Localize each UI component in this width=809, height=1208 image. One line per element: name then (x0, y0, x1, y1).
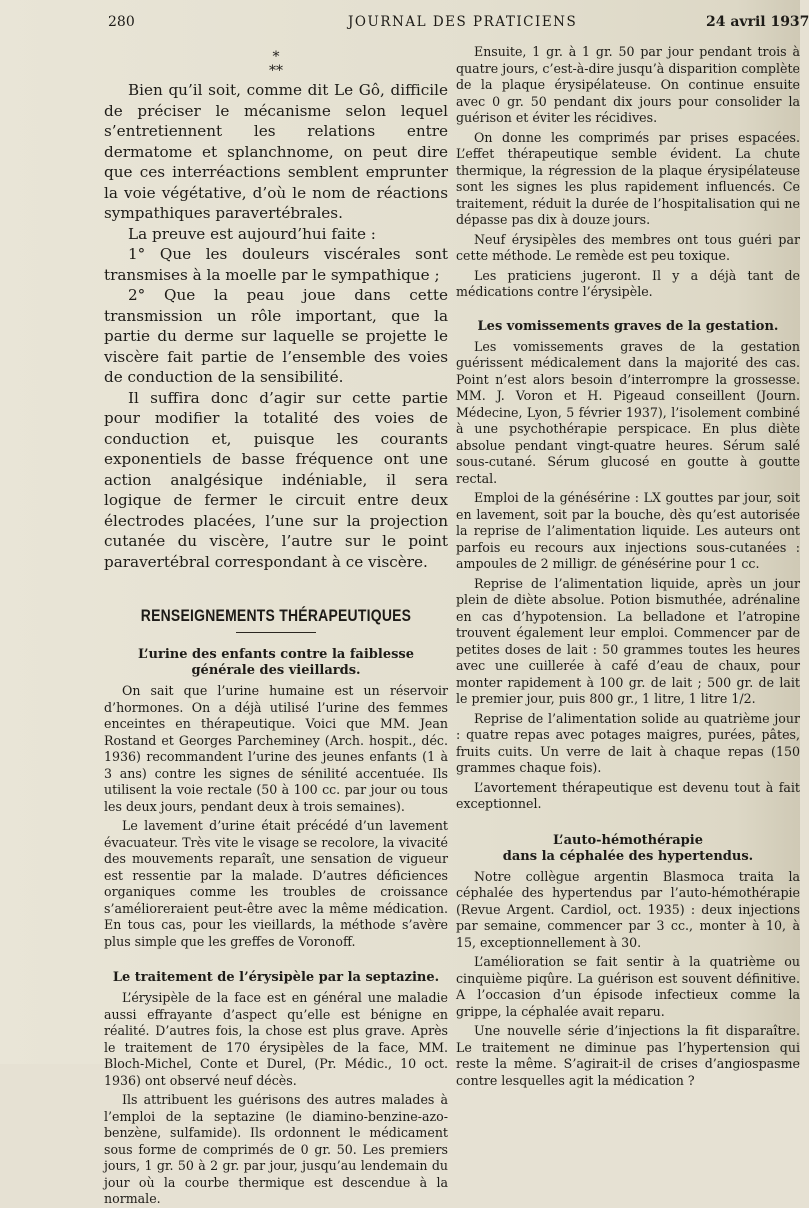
paragraph: Ils attribuent les guérisons des autres malades à l’emploi de la septazine (le diamino-benzine-azo-benzène, sulfamide). Ils ordonnent le médicament sous forme de comprimés de 0 gr. 50. Les premiers jours, 1 gr. 50 à 2 gr. par jour, jusqu’au lendemain du jour où la courbe thermique est descendue à la normale. (104, 1092, 448, 1206)
paragraph: L’amélioration se fait sentir à la quatrième ou cinquième piqûre. La guérison est souvent définitive. A l’occasion d’un épisode infectieux comme la grippe, la céphalée avait reparu. (456, 954, 800, 1019)
paragraph: La preuve est aujourd’hui faite : (128, 224, 376, 243)
paragraph: Les vomissements graves de la gestation guérissent médicalement dans la majorité des cas. Point n’est alors besoin d’interrompre la grossesse. MM. J. Voron et H. Pigeaud conseillent (Journ. Médecine, Lyon, 5 février 1937), l’isolement combiné à une psychothérapie perspicace. En plus diète absolue pendant vingt-quatre heures. Sérum salé sous-cutané. Sérum glucosé en goutte à goutte rectal. (456, 338, 800, 486)
paragraph: Notre collègue argentin Blasmoca traita la céphalée des hypertendus par l’auto-hémothérapie (Revue Argent. Cardiol, oct. 1935) : deux injections par semaine, commencer par 3 cc., monter à 10, à 15, exceptionnellement à 30. (456, 868, 800, 950)
spacer (104, 950, 448, 966)
right-column (456, 44, 800, 1088)
left-column (104, 44, 448, 1206)
paragraph: Bien qu’il soit, comme dit Le Gô, difficile de préciser le mécanisme selon lequel s’entretiennent les relations entre dermatome et splanchnome, on peut dire que ces interréactions semblent emprunter la voie végétative, d’où le nom de réactions sympathiques paravertébrales. (104, 81, 448, 222)
spacer (456, 813, 800, 829)
paragraph: Les praticiens jugeront. Il y a déjà tant de médications contre l’érysipèle. (456, 267, 800, 299)
paragraph: Neuf érysipèles des membres ont tous guéri par cette méthode. Le remède est peu toxique. (456, 231, 800, 263)
article-title-line: dans la céphalée des hypertendus. (502, 848, 754, 864)
paragraph: On donne les comprimés par prises espacées. L’effet thérapeutique semble évident. La chute thermique, la régression de la plaque érysipélateuse sont les signes les plus rapidement influencés. Ce traitement, réduit la durée de l’hospitalisation qui ne dépasse pas dix à douze jours. (456, 129, 800, 227)
article-erysipele (104, 970, 448, 1208)
page-number: 280 (108, 14, 135, 30)
paragraph: 1° Que les douleurs viscérales sont transmises à la moelle par le sympathique ; (104, 245, 448, 284)
paragraph: Il suffira donc d’agir sur cette partie pour modifier la totalité des voies de conduction et, puisque les courants exponentiels de basse fréquence ont une action analgésique indéniable, il sera logique de fermer le circuit entre deux électrodes placées, l’une sur la projection cutanée du viscère, l’autre sur le point paravertébral correspondant à ce viscère. (104, 388, 448, 571)
paragraph: Reprise de l’alimentation liquide, après un jour plein de diète absolue. Potion bismuthée, adrénaline en cas d’hypotension. La belladone et l’atropine trouvent également leur emploi. Commencer par de petites doses de lait : 50 grammes toutes les heures avec une cuillerée à café d’eau de chaux, pour monter rapidement à 100 gr. de lait ; 500 gr. de lait le premier jour, puis 800 gr., 1 litre, 1 litre 1/2. (456, 575, 800, 706)
paragraph: Une nouvelle série d’injections la fit disparaître. Le traitement ne diminue pas l’hypertension qui reste la même. S’agirait-il de crises d’angiospasme contre lesquelles agit la médication ? (456, 1023, 800, 1088)
section-separator: * ** (269, 49, 283, 79)
paragraph: L’érysipèle de la face est en général une maladie aussi effrayante d’aspect qu’elle est bénigne en réalité. D’autres fois, la chose est plus grave. Après le traitement de 170 érysipèles de la face, MM. Bloch-Michel, Conte et Durel, (Pr. Médic., 10 oct. 1936) ont observé neuf décès. (104, 990, 448, 1088)
spacer (456, 301, 800, 315)
article-title: Les vomissements graves de la gestation. (477, 318, 779, 334)
paragraph: Emploi de la génésérine : LX gouttes par jour, soit en lavement, soit par la bouche, dès qu’est autorisée la reprise de l’alimentation liquide. Les auteurs ont parfois eu recours aux injections sous-cutanées : ampoules de 2 milligr. de génésérine pour 1 cc. (456, 490, 800, 571)
article-erysipele-continued (456, 44, 800, 301)
journal-title: JOURNAL DES PRATICIENS (348, 14, 578, 30)
paragraph: Ensuite, 1 gr. à 1 gr. 50 par jour pendant trois à quatre jours, c’est-à-dire jusqu’à disparition complète de la plaque érysipélateuse. On continue ensuite avec 0 gr. 50 pendant dix jours pour consolider la guérison et éviter les récidives. (456, 44, 800, 125)
paragraph: On sait que l’urine humaine est un réservoir d’hormones. On a déjà utilisé l’urine des femmes enceintes en thérapeutique. Voici que MM. Jean Rostand et Georges Parcheminey (Arch. hospit., déc. 1936) recommandent l’urine des jeunes enfants (1 à 3 ans) contre les signes de sénilité accentuée. Ils utilisent la voie rectale (50 à 100 cc. par jour ou tous les deux jours, pendant deux à trois semaines). (104, 683, 448, 814)
article-auto-hemotherapie (456, 833, 800, 1090)
article-urine (104, 647, 448, 950)
page-header (0, 14, 809, 38)
article-title: L’urine des enfants contre la faiblesse générale des vieillards. (137, 647, 415, 678)
paragraph: 2° Que la peau joue dans cette transmission un rôle important, que la partie du derme sur laquelle se projette le viscère fait partie de l’ensemble des voies de conduction de la sensibilité. (104, 286, 448, 386)
paragraph: L’avortement thérapeutique est devenu tout à fait exceptionnel. (456, 779, 800, 811)
intro-text (104, 80, 448, 572)
section-heading: RENSEIGNEMENTS THÉRAPEUTIQUES (140, 606, 412, 625)
paragraph: Le lavement d’urine était précédé d’un lavement évacuateur. Très vite le visage se recolore, la vivacité des mouvements reparaît, une sensation de vigueur est ressentie par la malade. D’autres déficiences organiques comme les troubles de croissance s’amélioreraient peut-être avec la même médication. En tous cas, pour les vieillards, la méthode s’avère plus simple que les greffes de Voronoff. (104, 818, 448, 949)
article-title-line: L’auto-hémothérapie (553, 832, 703, 848)
issue-date: 24 avril 1937 (706, 14, 809, 30)
article-vomissements (456, 319, 800, 813)
article-title: Le traitement de l’érysipèle par la septazine. (112, 970, 440, 985)
article-title (456, 833, 800, 865)
paragraph: Reprise de l’alimentation solide au quatrième jour : quatre repas avec potages maigres, purées, pâtes, fruits cuits. Un verre de lait à chaque repas (150 grammes chaque fois). (456, 710, 800, 775)
heading-rule (236, 632, 316, 633)
